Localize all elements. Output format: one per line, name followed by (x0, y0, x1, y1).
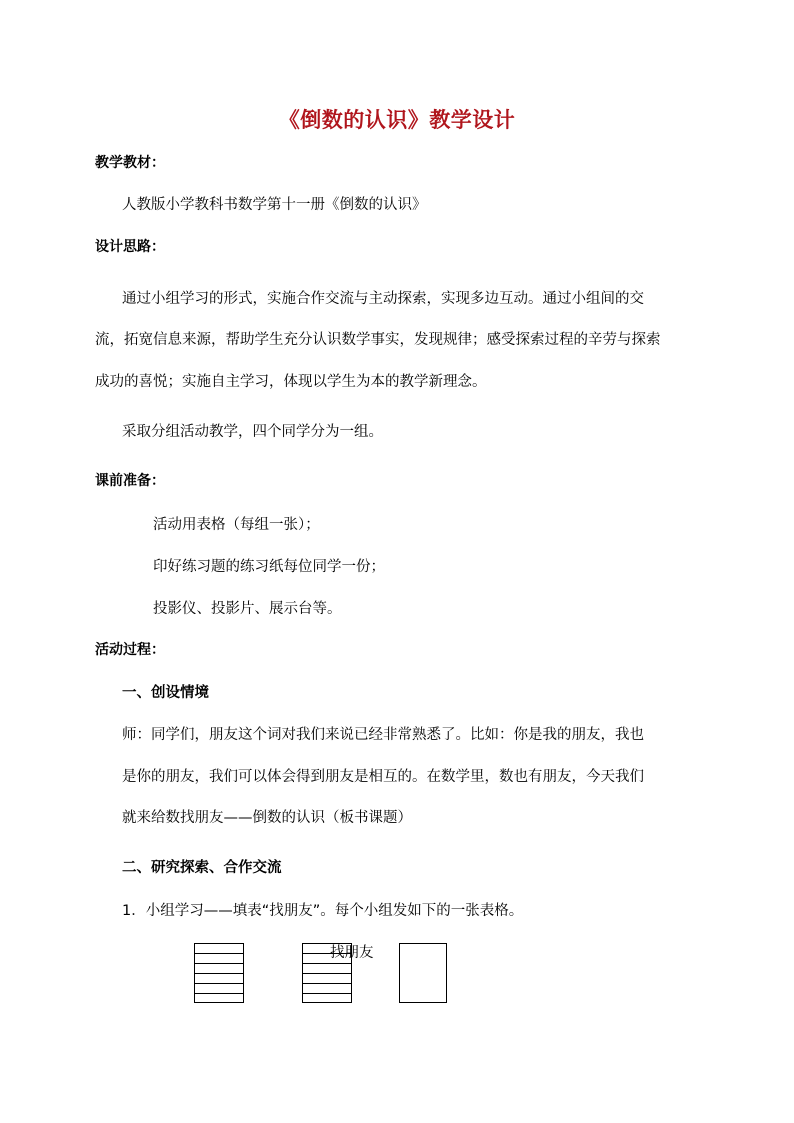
table-line (303, 973, 351, 974)
part1-heading: 一、创设情境 (122, 685, 209, 701)
part2-step1: 1．小组学习——填表“找朋友”。每个小组发如下的一张表格。 (122, 903, 524, 919)
design-grouping: 采取分组活动教学，四个同学分为一组。 (122, 424, 383, 440)
part1-line-3: 就来给数找朋友——倒数的认识（板书课题） (122, 810, 412, 826)
design-line-2: 流，拓宽信息来源，帮助学生充分认识数学事实，发现规律；感受探索过程的辛劳与探索 (95, 332, 661, 348)
table-line (303, 963, 351, 964)
table-line (303, 983, 351, 984)
process-heading: 活动过程： (95, 642, 165, 658)
prep-heading: 课前准备： (95, 473, 165, 489)
part2-heading: 二、研究探索、合作交流 (122, 860, 282, 876)
design-line-3: 成功的喜悦；实施自主学习，体现以学生为本的教学新理念。 (95, 374, 487, 390)
document-title: 《倒数的认识》教学设计 (278, 108, 516, 132)
materials-heading: 教学教材： (95, 155, 165, 171)
materials-text: 人教版小学教科书数学第十一册《倒数的认识》 (122, 197, 427, 213)
table-shape-right (399, 943, 447, 1003)
table-line (195, 983, 243, 984)
table-line (195, 973, 243, 974)
design-line-1: 通过小组学习的形式，实施合作交流与主动探索，实现多边互动。通过小组间的交 (122, 291, 644, 307)
table-line (195, 993, 243, 994)
table-line (195, 963, 243, 964)
prep-item-1: 活动用表格（每组一张）； (153, 517, 320, 533)
part1-line-1: 师：同学们，朋友这个词对我们来说已经非常熟悉了。比如：你是我的朋友，我也 (122, 727, 644, 743)
design-heading: 设计思路： (95, 239, 165, 255)
table-caption: 找朋友 (330, 945, 374, 961)
prep-item-2: 印好练习题的练习纸每位同学一份； (153, 559, 385, 575)
table-shape-left (194, 943, 244, 1003)
table-line (303, 993, 351, 994)
prep-item-3: 投影仪、投影片、展示台等。 (153, 601, 342, 617)
part1-line-2: 是你的朋友，我们可以体会得到朋友是相互的。在数学里，数也有朋友，今天我们 (122, 769, 644, 785)
table-line (195, 953, 243, 954)
